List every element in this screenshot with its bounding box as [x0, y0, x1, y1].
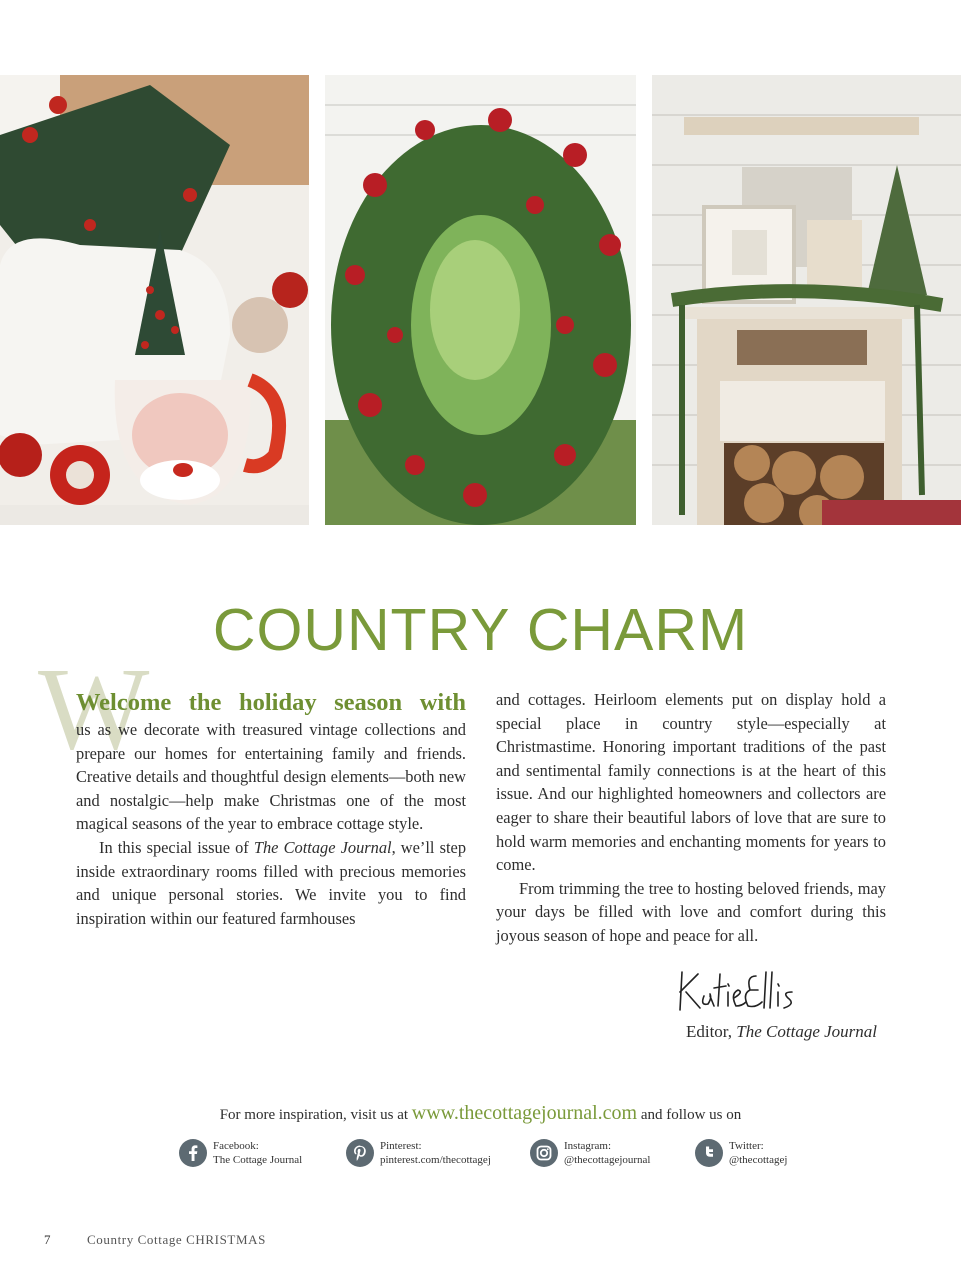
editor-credit [686, 1022, 877, 1042]
paragraph [76, 836, 466, 930]
social-handle: @thecottagej [729, 1154, 788, 1166]
social-handle: The Cottage Journal [213, 1154, 303, 1166]
page-number: 7 [44, 1232, 51, 1247]
social-handle: pinterest.com/thecottagej [380, 1154, 491, 1166]
social-label: Facebook: [213, 1140, 259, 1152]
article-title: COUNTRY CHARM [212, 597, 749, 663]
photo-santa-mug [0, 75, 309, 525]
social-instagram[interactable] [530, 1139, 651, 1175]
santa-mug-image [0, 75, 309, 525]
social-pinterest[interactable] [346, 1139, 491, 1175]
social-label: Twitter: [729, 1140, 764, 1152]
paragraph: and cottages. Heirloom elements put on display hold a special place in country style—especially at Christmastime. Honoring important traditions of the past and sentimental family connections is at the heart of this issue. And our highlighted homeowners and collectors are eager to share their beautiful labors of love that are sure to hold warm memories and enchanting moments for years to come. [496, 690, 886, 875]
paragraph: From trimming the tree to hosting beloved friends, may your days be filled with love and comfort during this joyous season of hope and peace for all. [496, 878, 886, 945]
paragraph [76, 688, 466, 836]
social-facebook[interactable] [179, 1139, 302, 1175]
website-link[interactable]: www.thecottagejournal.com [411, 1102, 638, 1124]
body-column-right [496, 688, 886, 948]
social-label: Instagram: [564, 1140, 612, 1152]
pinterest-icon [346, 1139, 374, 1167]
lead-in: Welcome the holiday season with [76, 689, 466, 716]
footer-text: For more inspiration, visit us at [219, 1107, 412, 1123]
footer-text: and follow us on [637, 1107, 742, 1123]
facebook-icon [179, 1139, 207, 1167]
photo-berry-wreath [325, 75, 636, 525]
footer-cta [0, 1102, 961, 1125]
instagram-icon [530, 1139, 558, 1167]
body-column-left [76, 688, 466, 930]
publication-footer: Country Cottage CHRISTMAS [87, 1232, 266, 1247]
drop-cap: W [38, 643, 150, 774]
wreath-image [325, 75, 636, 525]
social-handle: @thecottagejournal [564, 1154, 651, 1166]
social-twitter[interactable] [695, 1139, 787, 1175]
photo-fireplace-mantel [652, 75, 961, 525]
mantel-image [652, 75, 961, 525]
twitter-icon [695, 1139, 723, 1167]
paragraph-text: , we’ll step inside extraordinary rooms filled with precious memories and unique personal stories. We invite you to find inspiration within our featured farmhouses [76, 837, 467, 928]
editor-publication: The Cottage Journal [736, 1022, 877, 1041]
publication-name: The Cottage Journal [253, 837, 392, 857]
editor-title: Editor, [685, 1022, 737, 1041]
paragraph-text: In this special issue of [99, 837, 254, 857]
editor-signature [672, 962, 812, 1022]
social-label: Pinterest: [380, 1140, 422, 1152]
paragraph-text: us as we decorate with treasured vintage collections and prepare our homes for entertaining family and friends. Creative details and thoughtful design elements—both new and nostalgic—help make Christmas one of the most magical seasons of the year to embrace cottage style. [76, 720, 466, 834]
